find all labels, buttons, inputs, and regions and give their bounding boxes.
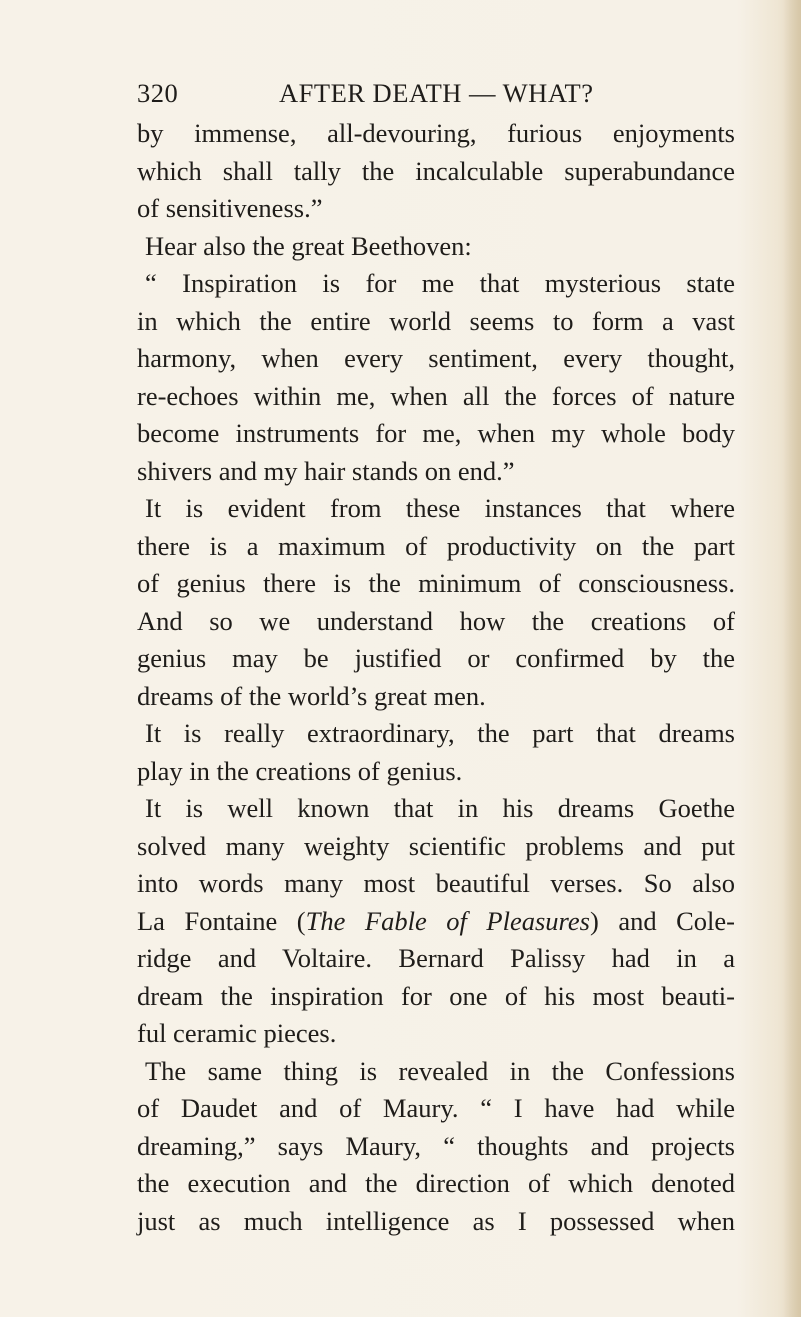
text-line: of genius there is the minimum of consciousness. <box>137 568 735 598</box>
text-line: Hear also the great Beethoven: <box>145 230 472 261</box>
running-head: AFTER DEATH — WHAT? <box>279 78 594 108</box>
text-line: by immense, all-devouring, furious enjoyments <box>137 118 735 148</box>
text-line: play in the creations of genius. <box>137 755 463 786</box>
body-text <box>137 115 735 1240</box>
text-line: ridge and Voltaire. Bernard Palissy had in a <box>137 943 735 973</box>
text-line: dreams of the world’s great men. <box>137 680 486 711</box>
text-line: genius may be justified or confirmed by the <box>137 643 735 673</box>
text-line: It is evident from these instances that where <box>145 493 735 523</box>
text-line: just as much intelligence as I possessed when <box>137 1205 735 1236</box>
text-line: of Daudet and of Maury. “ I have had while <box>137 1093 735 1123</box>
text-line: It is really extraordinary, the part that dreams <box>145 718 735 748</box>
text-line: there is a maximum of productivity on the part <box>137 530 735 561</box>
text-line: in which the entire world seems to form a vast <box>137 305 735 336</box>
page-number: 320 <box>137 78 179 108</box>
text-line: shivers and my hair stands on end.” <box>137 455 515 486</box>
text-line: The same thing is revealed in the Confessions <box>145 1055 735 1086</box>
text-line: “ Inspiration is for me that mysterious state <box>145 268 735 298</box>
text-line: the execution and the direction of which denoted <box>137 1168 735 1198</box>
page-edge-shading <box>783 0 801 1317</box>
text-line: which shall tally the incalculable superabundance <box>137 155 735 186</box>
text-line: of sensitiveness.” <box>137 193 323 223</box>
text-line <box>137 903 735 941</box>
text-fragment: La Fontaine ( <box>137 905 306 936</box>
book-title-italic: The Fable of Pleasures <box>305 905 590 936</box>
text-line: And so we understand how the creations of <box>137 605 735 636</box>
text-line: ful ceramic pieces. <box>137 1018 337 1048</box>
text-line: become instruments for me, when my whole body <box>137 418 735 448</box>
text-fragment: ) and Cole- <box>589 905 736 936</box>
text-line: re-echoes within me, when all the forces of nature <box>137 380 735 411</box>
text-line: harmony, when every sentiment, every thought, <box>137 343 735 373</box>
text-line: It is well known that in his dreams Goethe <box>145 793 735 823</box>
page-header <box>137 78 657 118</box>
text-line: dreaming,” says Maury, “ thoughts and projects <box>137 1130 735 1161</box>
text-line: solved many weighty scientific problems and put <box>137 830 735 861</box>
text-line: dream the inspiration for one of his most beauti- <box>137 980 735 1011</box>
text-line: into words many most beautiful verses. So also <box>137 868 735 898</box>
